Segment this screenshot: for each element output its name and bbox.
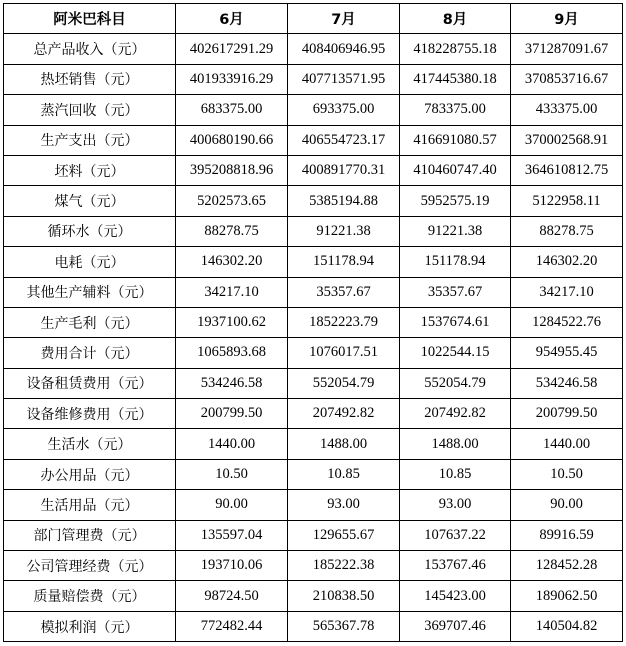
- header-july: 7月: [288, 4, 400, 34]
- cell-august: 369707.46: [400, 611, 511, 641]
- row-label: 生产毛利（元）: [4, 307, 176, 337]
- row-label: 生活水（元）: [4, 429, 176, 459]
- table-row: [4, 581, 623, 611]
- cell-june: 200799.50: [176, 399, 288, 429]
- row-label: 办公用品（元）: [4, 459, 176, 489]
- table-row: [4, 95, 623, 125]
- cell-september: 5122958.11: [511, 186, 623, 216]
- cell-july: 1488.00: [288, 429, 400, 459]
- cell-september: 370853716.67: [511, 64, 623, 94]
- cell-june: 1937100.62: [176, 307, 288, 337]
- cell-july: 1852223.79: [288, 307, 400, 337]
- cell-september: 140504.82: [511, 611, 623, 641]
- cell-september: 90.00: [511, 490, 623, 520]
- cell-september: 10.50: [511, 459, 623, 489]
- cell-august: 35357.67: [400, 277, 511, 307]
- cell-june: 1440.00: [176, 429, 288, 459]
- cell-july: 693375.00: [288, 95, 400, 125]
- cell-july: 565367.78: [288, 611, 400, 641]
- cell-june: 193710.06: [176, 551, 288, 581]
- header-september: 9月: [511, 4, 623, 34]
- table-row: [4, 277, 623, 307]
- table-row: [4, 338, 623, 368]
- cell-august: 10.85: [400, 459, 511, 489]
- cell-june: 90.00: [176, 490, 288, 520]
- header-subject: 阿米巴科目: [4, 4, 176, 34]
- cell-july: 5385194.88: [288, 186, 400, 216]
- cell-september: 433375.00: [511, 95, 623, 125]
- cell-september: 200799.50: [511, 399, 623, 429]
- cell-june: 772482.44: [176, 611, 288, 641]
- table-header: [4, 4, 623, 34]
- row-label: 坯料（元）: [4, 155, 176, 185]
- cell-july: 185222.38: [288, 551, 400, 581]
- cell-september: 370002568.91: [511, 125, 623, 155]
- table-row: [4, 399, 623, 429]
- header-june: 6月: [176, 4, 288, 34]
- table-row: [4, 520, 623, 550]
- cell-september: 364610812.75: [511, 155, 623, 185]
- cell-august: 145423.00: [400, 581, 511, 611]
- cell-august: 93.00: [400, 490, 511, 520]
- cell-july: 408406946.95: [288, 34, 400, 64]
- table-row: [4, 307, 623, 337]
- cell-july: 10.85: [288, 459, 400, 489]
- table-row: [4, 125, 623, 155]
- cell-august: 418228755.18: [400, 34, 511, 64]
- cell-june: 5202573.65: [176, 186, 288, 216]
- cell-june: 1065893.68: [176, 338, 288, 368]
- cell-july: 151178.94: [288, 247, 400, 277]
- cell-july: 210838.50: [288, 581, 400, 611]
- cell-september: 146302.20: [511, 247, 623, 277]
- header-august: 8月: [400, 4, 511, 34]
- cell-june: 400680190.66: [176, 125, 288, 155]
- cell-july: 207492.82: [288, 399, 400, 429]
- cell-august: 552054.79: [400, 368, 511, 398]
- cell-july: 552054.79: [288, 368, 400, 398]
- cell-september: 1440.00: [511, 429, 623, 459]
- table-row: [4, 490, 623, 520]
- table-row: [4, 34, 623, 64]
- cell-august: 107637.22: [400, 520, 511, 550]
- cell-august: 417445380.18: [400, 64, 511, 94]
- table-row: [4, 247, 623, 277]
- cell-september: 88278.75: [511, 216, 623, 246]
- cell-june: 146302.20: [176, 247, 288, 277]
- cell-july: 35357.67: [288, 277, 400, 307]
- cell-june: 534246.58: [176, 368, 288, 398]
- cell-june: 98724.50: [176, 581, 288, 611]
- cell-september: 128452.28: [511, 551, 623, 581]
- cell-september: 34217.10: [511, 277, 623, 307]
- row-label: 质量赔偿费（元）: [4, 581, 176, 611]
- cell-july: 91221.38: [288, 216, 400, 246]
- row-label: 费用合计（元）: [4, 338, 176, 368]
- cell-july: 129655.67: [288, 520, 400, 550]
- row-label: 公司管理经费（元）: [4, 551, 176, 581]
- cell-august: 1022544.15: [400, 338, 511, 368]
- table-body: [4, 34, 623, 642]
- row-label: 煤气（元）: [4, 186, 176, 216]
- table-row: [4, 368, 623, 398]
- row-label: 电耗（元）: [4, 247, 176, 277]
- amoeba-monthly-table: [3, 3, 623, 642]
- cell-august: 151178.94: [400, 247, 511, 277]
- cell-august: 5952575.19: [400, 186, 511, 216]
- cell-july: 1076017.51: [288, 338, 400, 368]
- cell-august: 207492.82: [400, 399, 511, 429]
- cell-august: 416691080.57: [400, 125, 511, 155]
- cell-september: 189062.50: [511, 581, 623, 611]
- row-label: 部门管理费（元）: [4, 520, 176, 550]
- row-label: 生产支出（元）: [4, 125, 176, 155]
- cell-september: 534246.58: [511, 368, 623, 398]
- cell-july: 406554723.17: [288, 125, 400, 155]
- cell-august: 783375.00: [400, 95, 511, 125]
- table-row: [4, 551, 623, 581]
- row-label: 热坯销售（元）: [4, 64, 176, 94]
- row-label: 模拟利润（元）: [4, 611, 176, 641]
- cell-june: 683375.00: [176, 95, 288, 125]
- cell-june: 135597.04: [176, 520, 288, 550]
- table-row: [4, 611, 623, 641]
- cell-june: 395208818.96: [176, 155, 288, 185]
- table-row: [4, 216, 623, 246]
- cell-august: 1488.00: [400, 429, 511, 459]
- cell-july: 400891770.31: [288, 155, 400, 185]
- row-label: 设备维修费用（元）: [4, 399, 176, 429]
- cell-august: 91221.38: [400, 216, 511, 246]
- row-label: 设备租赁费用（元）: [4, 368, 176, 398]
- cell-june: 402617291.29: [176, 34, 288, 64]
- cell-august: 1537674.61: [400, 307, 511, 337]
- table-row: [4, 429, 623, 459]
- cell-september: 371287091.67: [511, 34, 623, 64]
- cell-september: 1284522.76: [511, 307, 623, 337]
- cell-june: 34217.10: [176, 277, 288, 307]
- table-row: [4, 64, 623, 94]
- row-label: 蒸汽回收（元）: [4, 95, 176, 125]
- row-label: 循环水（元）: [4, 216, 176, 246]
- table-row: [4, 459, 623, 489]
- row-label: 生活用品（元）: [4, 490, 176, 520]
- row-label: 其他生产辅料（元）: [4, 277, 176, 307]
- header-row: [4, 4, 623, 34]
- cell-september: 89916.59: [511, 520, 623, 550]
- cell-july: 93.00: [288, 490, 400, 520]
- cell-august: 410460747.40: [400, 155, 511, 185]
- cell-june: 88278.75: [176, 216, 288, 246]
- cell-june: 10.50: [176, 459, 288, 489]
- cell-july: 407713571.95: [288, 64, 400, 94]
- cell-september: 954955.45: [511, 338, 623, 368]
- row-label: 总产品收入（元）: [4, 34, 176, 64]
- cell-august: 153767.46: [400, 551, 511, 581]
- table-row: [4, 186, 623, 216]
- cell-june: 401933916.29: [176, 64, 288, 94]
- table-row: [4, 155, 623, 185]
